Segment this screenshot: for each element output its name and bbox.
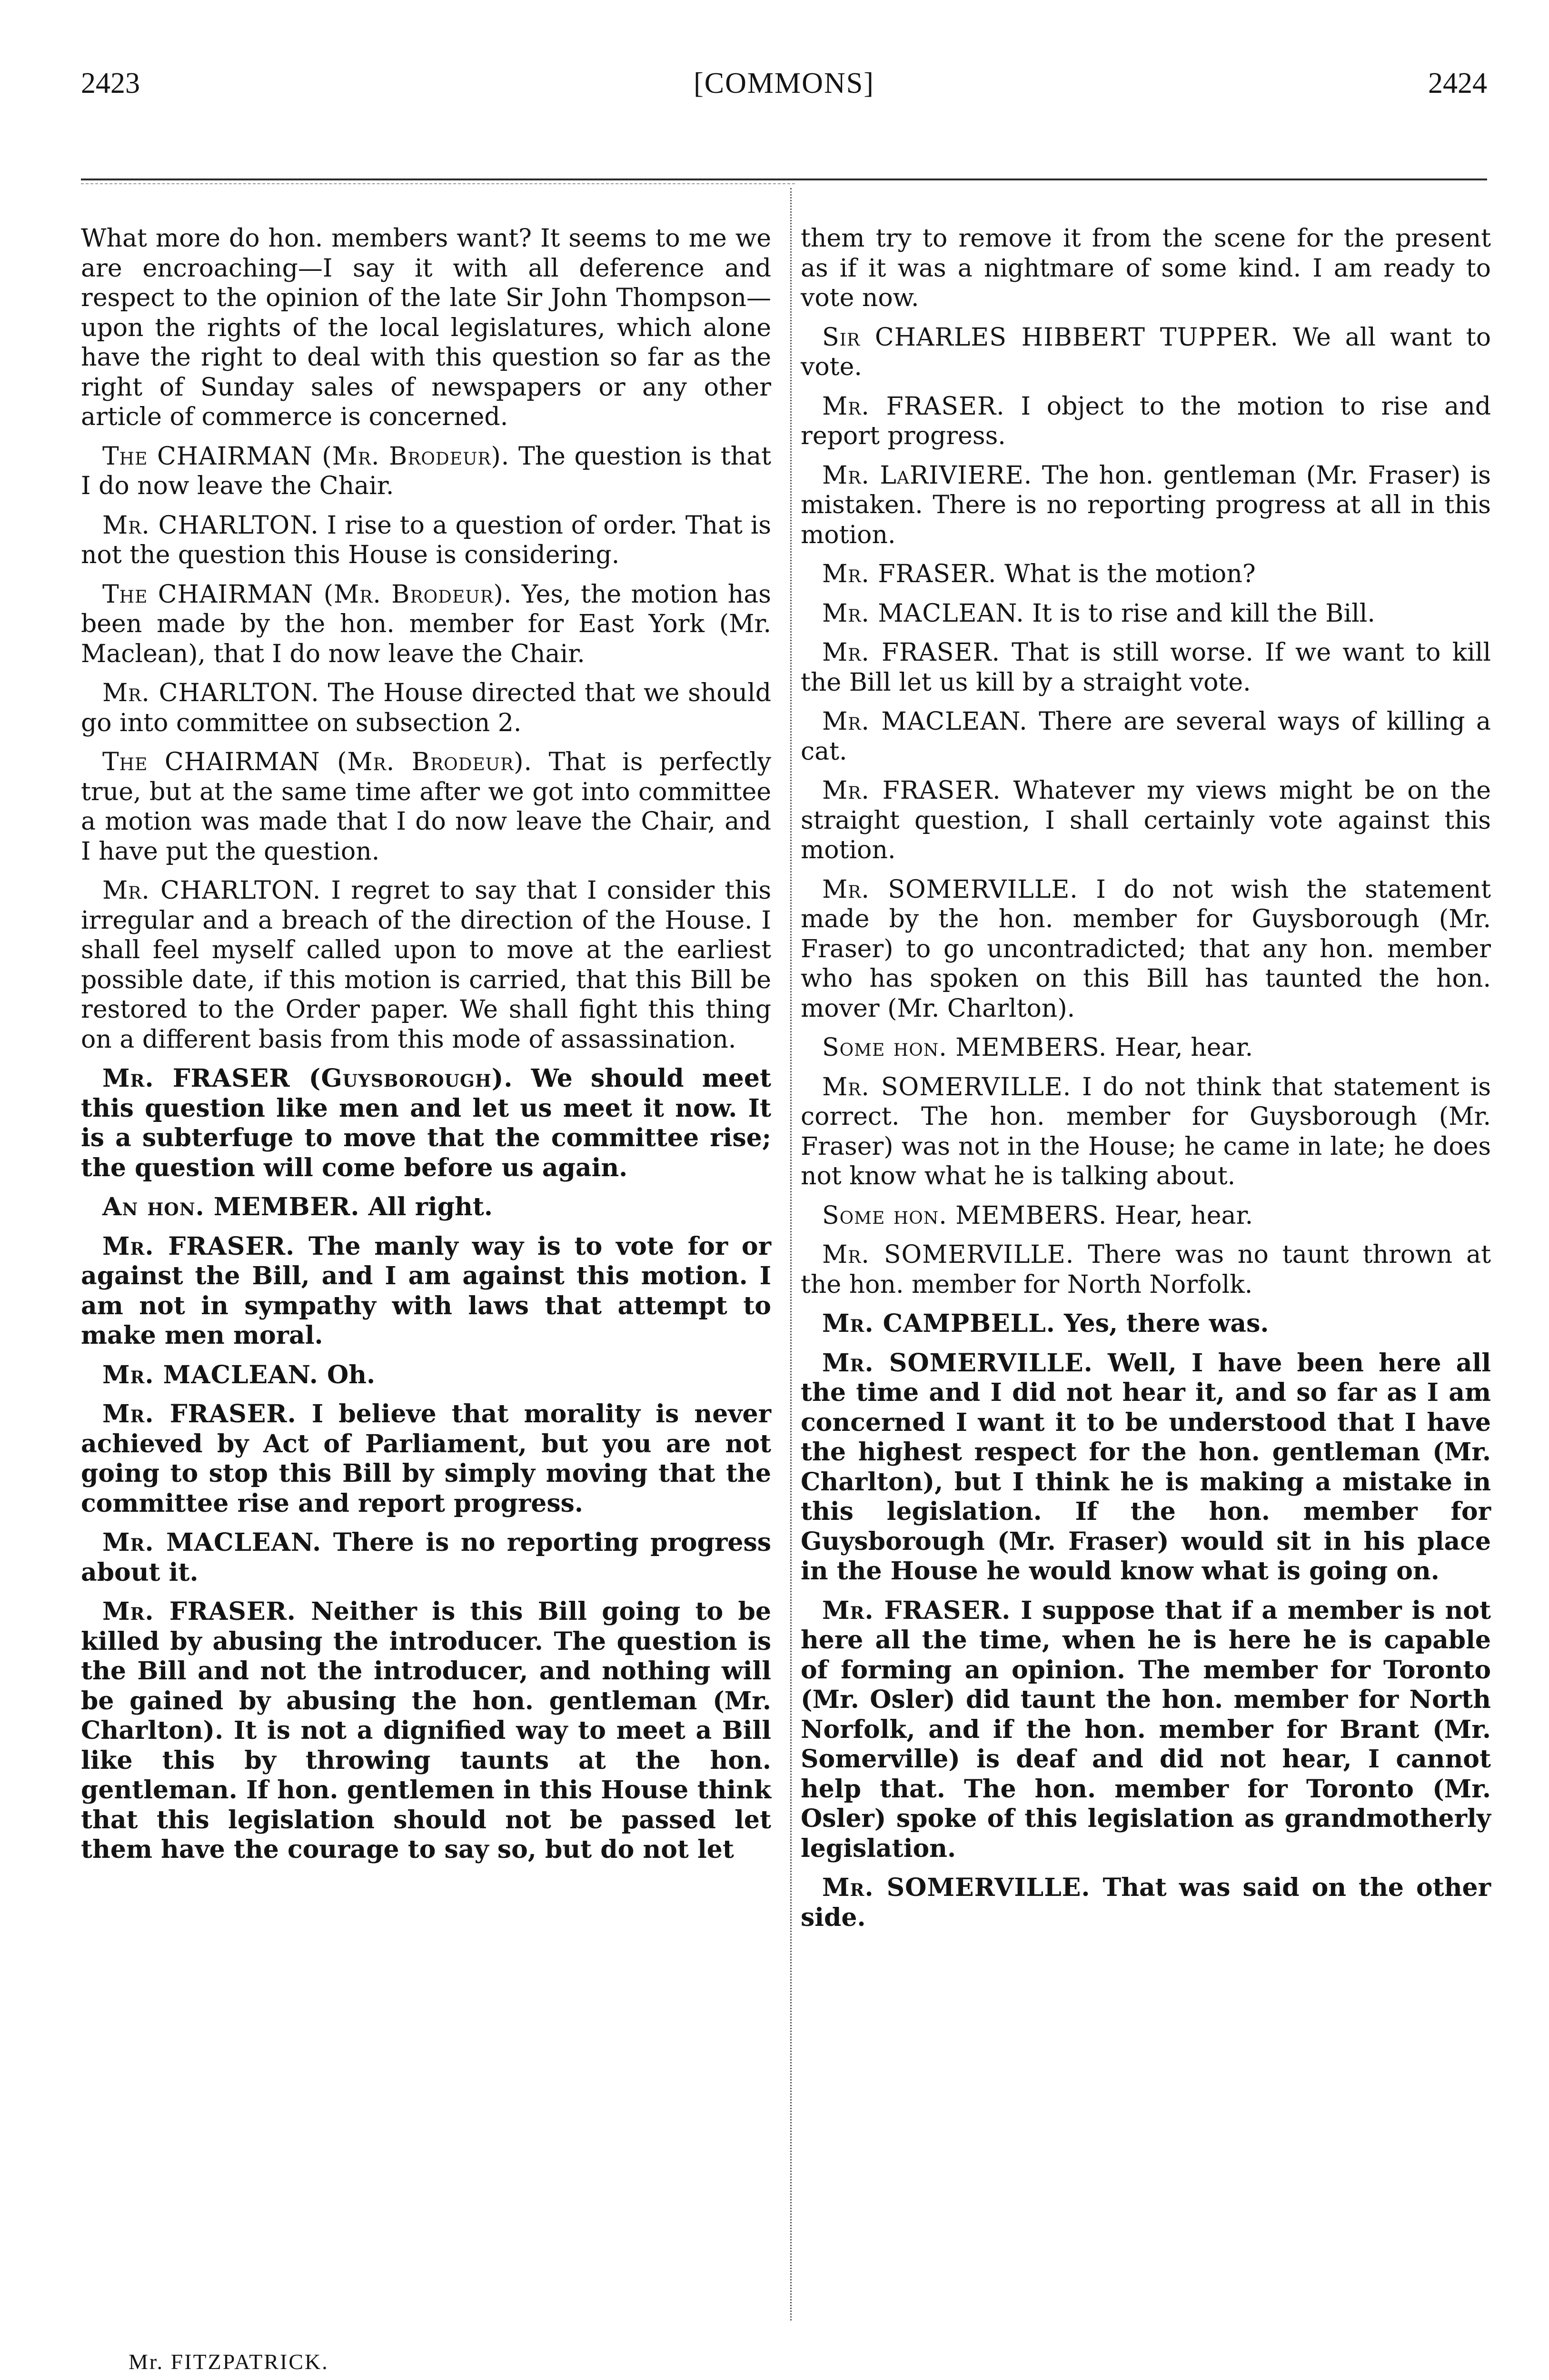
- page-header: [81, 67, 1487, 119]
- right-page-number: 2424: [1428, 67, 1487, 99]
- speech-paragraph: [801, 875, 1491, 1024]
- speech-paragraph: [801, 638, 1491, 697]
- speaker-name: Mr. MACLEAN.: [102, 1528, 322, 1557]
- speech-paragraph: [81, 1597, 771, 1865]
- speech-paragraph: [81, 442, 771, 501]
- speech-text: Neither is this Bill going to be killed by abusing the introducer. The question is the Bill and not the introducer, and nothing will be gained by abusing the hon. gentleman (Mr. Charlton). It is not a dignified way to meet a Bill like this by throwing taunts at the hon. gentleman. If hon. gentlemen in this House think that this legislation should not be passed let them have the courage to say so, but do not let: [81, 1597, 772, 1864]
- speech-text: We should meet this question like men and let us meet it now. It is a subterfuge to move that the committee rise; the question will come before us again.: [81, 1064, 771, 1182]
- speech-text: Yes, there was.: [1055, 1309, 1269, 1338]
- speech-paragraph: [801, 1033, 1491, 1063]
- speech-paragraph: [81, 511, 771, 570]
- speaker-name: Mr. MACLEAN.: [822, 707, 1028, 736]
- speech-text: Hear, hear.: [1107, 1033, 1253, 1062]
- running-title: [COMMONS]: [694, 67, 874, 99]
- speaker-name: Mr. MACLEAN.: [102, 1360, 318, 1389]
- speech-text: I do not think that statement is correct. The hon. member for Guysborough (Mr. Fraser) was not in the House; he came in late; he does not know what he is talking about.: [801, 1072, 1491, 1190]
- speech-paragraph: [801, 392, 1491, 451]
- speech-paragraph: [801, 1240, 1491, 1299]
- speaker-name: Mr. MACLEAN.: [822, 599, 1024, 628]
- speech-paragraph: [81, 678, 771, 738]
- speech-text: What more do hon. members want? It seems to me we are encroaching—I say it with all deference and respect to the opinion of the late Sir John Thompson—upon the rights of the local legislatures, which alone have the right to deal with this question so far as the right of Sunday sales of newspapers or any other article of commerce is concerned.: [81, 224, 771, 431]
- speech-text: That is still worse. If we want to kill the Bill let us kill by a straight vote.: [801, 638, 1491, 697]
- speech-text: Yes, the motion has been made by the hon. member for East York (Mr. Maclean), that I do now leave the Chair.: [81, 580, 771, 668]
- speech-text: I suppose that if a member is not here all the time, when he is here he is capable of forming an opinion. The member for Toronto (Mr. Osler) did taunt the hon. member for North Norfolk, and if the hon. member for Brant (Mr. Somerville) is deaf and did not hear, I cannot help that. The hon. member for Toronto (Mr. Osler) spoke of this legislation as grandmotherly legislation.: [801, 1596, 1491, 1863]
- speaker-name: Mr. SOMERVILLE.: [822, 1240, 1074, 1269]
- speaker-name: Mr. CHARLTON.: [102, 679, 319, 707]
- speaker-name: Mr. FRASER.: [822, 1596, 1011, 1625]
- speaker-name: Mr. FRASER (Guysborough).: [102, 1064, 513, 1093]
- speech-paragraph: [801, 1072, 1491, 1191]
- header-rule: [81, 178, 1487, 180]
- speaker-name: The CHAIRMAN (Mr. Brodeur).: [102, 442, 510, 471]
- speech-text: I object to the motion to rise and report progress.: [801, 392, 1491, 450]
- speech-paragraph: [81, 224, 771, 432]
- speech-paragraph: [81, 580, 771, 669]
- speech-paragraph: [801, 599, 1491, 629]
- speech-paragraph: [81, 1528, 771, 1587]
- left-page-number: 2423: [81, 67, 140, 99]
- speaker-name: The CHAIRMAN (Mr. Brodeur).: [102, 580, 512, 609]
- speech-text: Oh.: [318, 1360, 376, 1389]
- speaker-name: Mr. FRASER.: [102, 1597, 296, 1626]
- speech-text: The manly way is to vote for or against the Bill, and I am against this motion. I am not in sympathy with laws that attempt to make men moral.: [81, 1231, 771, 1350]
- speech-paragraph: [81, 876, 771, 1054]
- speech-text: I rise to a question of order. That is not the question this House is considering.: [81, 511, 772, 569]
- right-column: [801, 224, 1491, 1942]
- speech-text: That is perfectly true, but at the same time after we got into committee a motion was made that I do now leave the Chair, and I have put the question.: [81, 748, 771, 866]
- speaker-name: An hon. MEMBER.: [102, 1192, 360, 1221]
- speaker-name: Mr. FRASER.: [822, 776, 1001, 805]
- speech-text: I believe that morality is never achieved by Act of Parliament, but you are not going to stop this Bill by simply moving that the committee rise and report progress.: [81, 1399, 771, 1518]
- speech-paragraph: [801, 559, 1491, 589]
- speech-text: Well, I have been here all the time and I did not hear it, and so far as I am concerned I want it to be understood that I have the highest respect for the hon. gentleman (Mr. Charlton), but I think he is making a mistake in this legislation. If the hon. member for Guysborough (Mr. Fraser) would sit in his place in the House he would know what is going on.: [801, 1348, 1491, 1586]
- speaker-name: Mr. SOMERVILLE.: [822, 875, 1078, 904]
- speaker-name: Mr. FRASER.: [822, 392, 1005, 421]
- speech-text: The hon. gentleman (Mr. Fraser) is mistaken. There is no reporting progress at all in this motion.: [801, 461, 1491, 549]
- speech-text: The House directed that we should go into committee on subsection 2.: [81, 679, 771, 737]
- speaker-name: Mr. FRASER.: [822, 560, 997, 588]
- speaker-name: Mr. FRASER.: [822, 638, 1001, 667]
- speech-paragraph: [81, 1399, 771, 1518]
- speech-paragraph: [801, 1349, 1491, 1587]
- speech-text: them try to remove it from the scene for the present as if it was a nightmare of some kind. I am ready to vote now.: [801, 224, 1491, 312]
- speech-paragraph: [801, 323, 1491, 382]
- speaker-name: Mr. SOMERVILLE.: [822, 1348, 1093, 1378]
- speech-text: The question is that I do now leave the Chair.: [81, 442, 771, 500]
- speech-paragraph: [801, 1873, 1491, 1933]
- speaker-name: Sir CHARLES HIBBERT TUPPER.: [822, 323, 1279, 352]
- speech-text: I do not wish the statement made by the hon. member for Guysborough (Mr. Fraser) to go uncontradicted; that any hon. member who has spoken on this Bill has taunted the hon. mover (Mr. Charlton).: [801, 875, 1491, 1023]
- header-rule-dashed: [81, 183, 795, 184]
- speech-paragraph: [801, 224, 1491, 313]
- speaker-name: Mr. CAMPBELL.: [822, 1309, 1055, 1338]
- speaker-name: The CHAIRMAN (Mr. Brodeur).: [102, 748, 533, 776]
- speech-text: What is the motion?: [996, 560, 1256, 588]
- speech-paragraph: [81, 1192, 771, 1222]
- speech-text: We all want to vote.: [801, 323, 1491, 381]
- speech-paragraph: [801, 1309, 1491, 1339]
- speech-text: There was no taunt thrown at the hon. member for North Norfolk.: [801, 1240, 1491, 1299]
- speech-paragraph: [801, 707, 1491, 766]
- speech-paragraph: [801, 1201, 1491, 1231]
- speech-paragraph: [801, 776, 1491, 865]
- speech-text: That was said on the other side.: [801, 1873, 1491, 1932]
- column-divider: [790, 188, 792, 2320]
- speech-text: Hear, hear.: [1107, 1201, 1253, 1230]
- speaker-name: Mr. SOMERVILLE.: [822, 1873, 1091, 1902]
- speech-text: There are several ways of killing a cat.: [801, 707, 1491, 766]
- speaker-name: Mr. LaRIVIERE.: [822, 461, 1033, 490]
- speech-paragraph: [801, 1596, 1491, 1864]
- speaker-name: Mr. FRASER.: [102, 1231, 295, 1261]
- left-column: [81, 224, 771, 1874]
- speaker-name: Some hon. MEMBERS.: [822, 1201, 1107, 1230]
- speaker-name: Mr. SOMERVILLE.: [822, 1072, 1072, 1101]
- speech-paragraph: [81, 1232, 771, 1351]
- speech-paragraph: [81, 1064, 771, 1183]
- speech-text: It is to rise and kill the Bill.: [1024, 599, 1375, 628]
- speech-text: All right.: [359, 1192, 493, 1221]
- speaker-name: Some hon. MEMBERS.: [822, 1033, 1107, 1062]
- speaker-name: Mr. CHARLTON.: [102, 511, 319, 540]
- speech-paragraph: [81, 1360, 771, 1390]
- speaker-name: Mr. FRASER.: [102, 1399, 297, 1428]
- speech-text: Whatever my views might be on the straight question, I shall certainly vote against this motion.: [801, 776, 1491, 864]
- speech-text: There is no reporting progress about it.: [81, 1528, 771, 1587]
- catchword: Mr. FITZPATRICK.: [129, 2350, 329, 2374]
- speech-paragraph: [801, 461, 1491, 550]
- speech-paragraph: [81, 747, 771, 866]
- speaker-name: Mr. CHARLTON.: [102, 876, 321, 905]
- speech-text: I regret to say that I consider this irregular and a breach of the direction of the House. I shall feel myself called upon to move at the earliest possible date, if this motion is carried, that this Bill be restored to the Order paper. We shall fight this thing on a different basis from this mode of assassination.: [81, 876, 772, 1054]
